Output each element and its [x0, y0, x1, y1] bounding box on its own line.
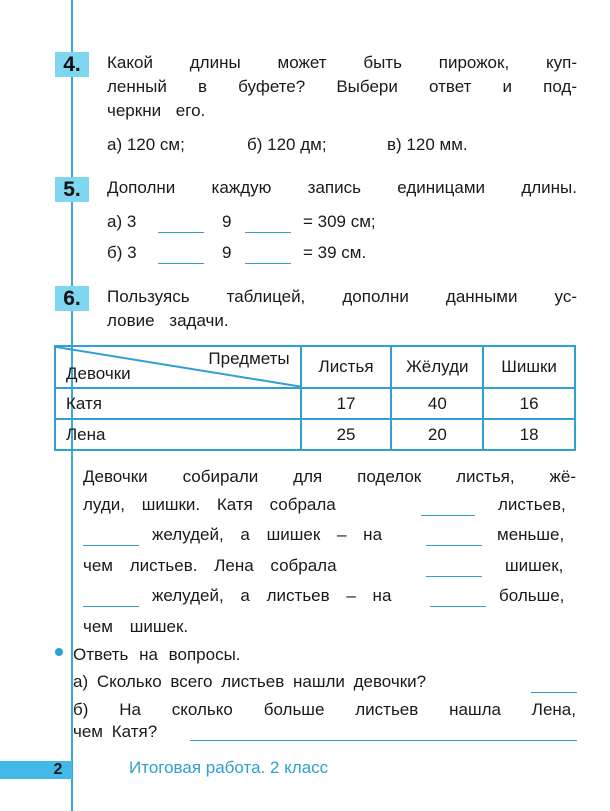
task-5b-result: = 39 см. [303, 243, 367, 262]
task-6-text-line-2: ловие задачи. [107, 311, 229, 330]
task-5a-result: = 309 см; [303, 212, 376, 231]
task-6-para-line-1: Девочки собирали для поделок листья, жё- [83, 467, 576, 486]
row-name: Катя [55, 388, 301, 419]
column-header-cones: Шишки [483, 346, 575, 388]
page-number: 2 [53, 761, 63, 778]
task-5-text: Дополни каждую запись единицами длины. [107, 178, 577, 197]
task-6-text-line-1: Пользуясь таблицей, дополни данными ус- [107, 287, 577, 306]
blank-katya-leaves[interactable] [421, 497, 475, 516]
question-a: а) Сколько всего листьев нашли девочки? [73, 672, 427, 691]
blank-lena-leaves-diff[interactable] [430, 588, 486, 607]
task-5-number: 5. [55, 177, 89, 202]
blank-katya-acorns[interactable] [83, 527, 139, 546]
task-6-para-line-4a: чем листьев. Лена собрала [83, 556, 337, 575]
task-6-para-line-2b: листьев, [498, 495, 566, 514]
task-4-number: 4. [55, 52, 89, 77]
blank-katya-cones-diff[interactable] [426, 527, 482, 546]
data-table [54, 345, 576, 451]
task-5b-mid: 9 [222, 243, 232, 262]
task-6-para-line-3b: меньше, [497, 525, 565, 544]
task-4-text-line-1: Какой длины может быть пирожок, куп- [107, 53, 577, 72]
task-6-para-line-3a: желудей, а шишек – на [152, 525, 383, 544]
task-5a-mid: 9 [222, 212, 232, 231]
task-4-option-a[interactable]: а) 120 см; [107, 135, 185, 154]
task-5b-label: б) 3 [107, 243, 137, 262]
task-5b-blank-1[interactable] [158, 245, 204, 264]
header-subjects: Предметы [208, 349, 290, 368]
task-5b-blank-2[interactable] [245, 245, 291, 264]
answer-b-blank[interactable] [190, 722, 577, 741]
questions-title: Ответь на вопросы. [73, 645, 241, 664]
task-5a-blank-2[interactable] [245, 214, 291, 233]
question-b-line-1: б) На сколько больше листьев нашла Лена, [73, 700, 576, 719]
table-cell: 16 [483, 388, 575, 419]
header-girls: Девочки [66, 364, 131, 383]
task-6-para-line-2a: луди, шишки. Катя собрала [83, 495, 336, 514]
table-cell: 20 [391, 419, 483, 450]
table-row [55, 419, 575, 450]
task-4-option-c[interactable]: в) 120 мм. [387, 135, 468, 154]
table-corner-cell [55, 346, 301, 388]
table-cell: 40 [391, 388, 483, 419]
table-header-row [55, 346, 575, 388]
task-6-number: 6. [55, 286, 89, 311]
blank-lena-cones[interactable] [426, 558, 482, 577]
bullet-icon [55, 648, 63, 656]
task-5a-blank-1[interactable] [158, 214, 204, 233]
column-header-acorns: Жёлуди [391, 346, 483, 388]
blank-lena-acorns[interactable] [83, 588, 139, 607]
question-b-line-2: чем Катя? [73, 722, 158, 741]
task-4-text-line-2: ленный в буфете? Выбери ответ и под- [107, 77, 577, 96]
table-cell: 18 [483, 419, 575, 450]
task-4-text-line-3: черкни его. [107, 101, 206, 120]
footer-title: Итоговая работа. 2 класс [129, 758, 329, 777]
table-cell: 25 [301, 419, 392, 450]
task-6-para-line-4b: шишек, [505, 556, 564, 575]
task-5a-label: а) 3 [107, 212, 137, 231]
table-row [55, 388, 575, 419]
row-name: Лена [55, 419, 301, 450]
task-4-option-b[interactable]: б) 120 дм; [247, 135, 327, 154]
column-header-leaves: Листья [301, 346, 392, 388]
task-6-para-line-6: чем шишек. [83, 617, 189, 636]
answer-a-blank[interactable] [531, 674, 577, 693]
table-cell: 17 [301, 388, 392, 419]
task-6-para-line-5b: больше, [499, 586, 565, 605]
task-6-para-line-5a: желудей, а листьев – на [152, 586, 392, 605]
